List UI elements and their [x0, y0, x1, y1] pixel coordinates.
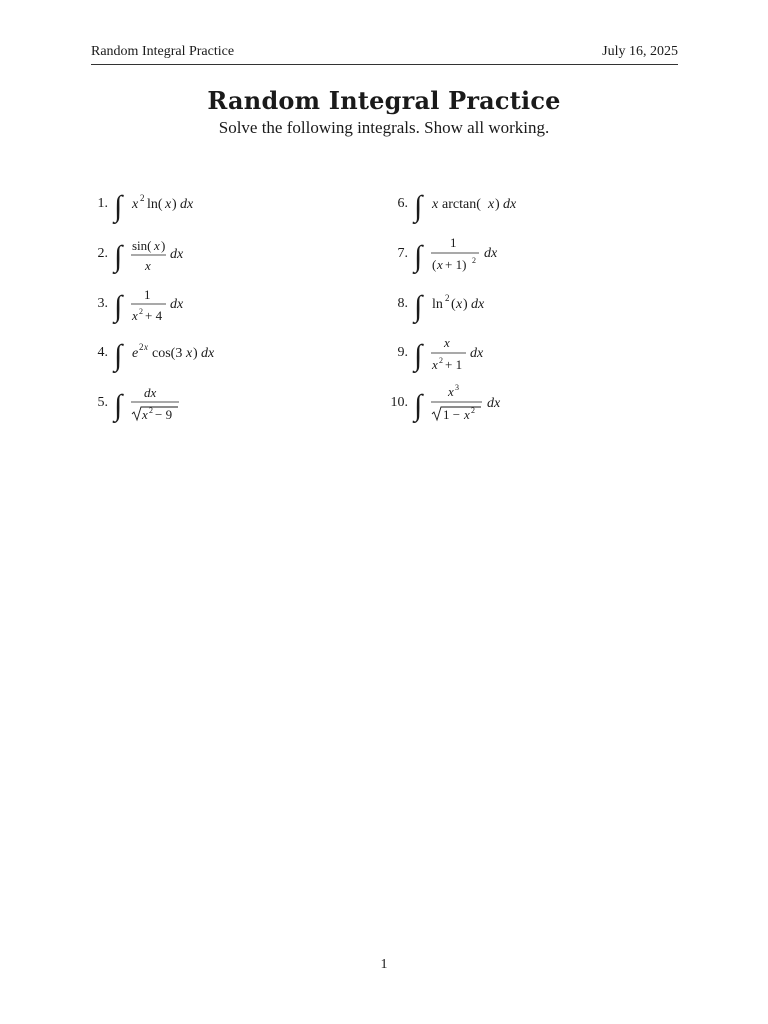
- integral-expression: [414, 184, 614, 224]
- svg-text:x: x: [432, 357, 438, 372]
- svg-text:3: 3: [455, 383, 459, 392]
- svg-text:x: x: [464, 407, 470, 422]
- svg-text:sin(: sin(: [132, 238, 152, 253]
- problem-8: [380, 284, 640, 324]
- problem-2: [80, 234, 340, 274]
- problem-number: 9.: [397, 345, 408, 360]
- problem-1: [80, 184, 340, 224]
- svg-text:1 −: 1 −: [443, 407, 461, 422]
- svg-text:x: x: [132, 308, 138, 323]
- problem-number: 5.: [97, 395, 108, 410]
- problem-7: [380, 234, 640, 274]
- integral-expression: [414, 333, 614, 373]
- svg-text:dx: dx: [144, 385, 157, 400]
- svg-text:): ): [463, 297, 468, 312]
- svg-text:(: (: [432, 257, 437, 272]
- problem-number: 2.: [97, 246, 108, 261]
- problem-4: [80, 333, 340, 373]
- svg-text:x: x: [154, 238, 160, 253]
- svg-text:): ): [161, 238, 166, 253]
- document-title: Random Integral Practice: [207, 86, 561, 115]
- svg-text:dx: dx: [170, 247, 184, 262]
- integral-expression: [414, 234, 614, 274]
- problem-9: [380, 333, 640, 373]
- svg-text:2: 2: [471, 406, 475, 415]
- header-date: July 16, 2025: [602, 44, 678, 59]
- svg-text:x: x: [444, 335, 450, 350]
- svg-text:arctan(: arctan(: [442, 197, 481, 212]
- integral-sign: ∫: [414, 389, 423, 422]
- integral-sign: ∫: [114, 290, 123, 323]
- svg-text:+ 1: + 1: [445, 357, 463, 372]
- problem-number: 8.: [397, 296, 408, 311]
- svg-text:x: x: [132, 197, 139, 212]
- svg-text:ln(: ln(: [147, 197, 163, 212]
- svg-text:dx: dx: [484, 246, 498, 261]
- integral-expression: [114, 333, 314, 373]
- svg-text:2: 2: [445, 293, 450, 303]
- svg-text:x: x: [142, 407, 148, 422]
- svg-text:1: 1: [450, 235, 457, 250]
- integral-sign: ∫: [114, 190, 123, 223]
- header-title: Random Integral Practice: [91, 44, 235, 59]
- problem-number: 10.: [390, 395, 408, 410]
- svg-text:): ): [495, 197, 500, 212]
- svg-text:x: x: [165, 197, 172, 212]
- integral-sign: ∫: [114, 240, 123, 273]
- integral-sign: ∫: [414, 290, 423, 323]
- svg-text:2: 2: [472, 256, 476, 265]
- svg-text:2: 2: [439, 356, 443, 365]
- svg-text:− 9: − 9: [155, 407, 173, 422]
- svg-text:2: 2: [139, 307, 143, 316]
- problem-3: [80, 284, 340, 324]
- svg-text:x: x: [456, 297, 463, 312]
- svg-text:x: x: [186, 346, 193, 361]
- document-subtitle: Solve the following integrals. Show all working.: [218, 118, 550, 137]
- integral-expression: [114, 383, 314, 423]
- svg-text:(: (: [451, 297, 456, 312]
- svg-text:): ): [193, 346, 198, 361]
- svg-text:2: 2: [140, 193, 145, 203]
- integral-expression: [114, 184, 314, 224]
- svg-text:x: x: [145, 258, 151, 273]
- problem-number: 4.: [97, 345, 108, 360]
- svg-text:x: x: [144, 342, 148, 352]
- svg-text:+ 4: + 4: [145, 308, 163, 323]
- problem-6: [380, 184, 640, 224]
- svg-text:2: 2: [139, 342, 144, 352]
- svg-text:+ 1): + 1): [445, 257, 467, 272]
- svg-text:): ): [172, 197, 177, 212]
- svg-text:dx: dx: [201, 346, 215, 361]
- integral-expression: [414, 383, 614, 423]
- svg-text:dx: dx: [503, 197, 517, 212]
- problem-number: 1.: [97, 196, 108, 211]
- page-number: 1: [380, 957, 388, 972]
- svg-text:cos(3: cos(3: [152, 346, 183, 361]
- svg-text:x: x: [448, 384, 454, 399]
- svg-text:x: x: [432, 197, 439, 212]
- svg-text:e: e: [132, 346, 139, 361]
- problem-number: 7.: [397, 246, 408, 261]
- integral-sign: ∫: [414, 190, 423, 223]
- problem-10: [380, 383, 640, 423]
- running-header: [91, 44, 678, 65]
- svg-text:dx: dx: [180, 197, 194, 212]
- integral-sign: ∫: [414, 240, 423, 273]
- problem-number: 3.: [97, 296, 108, 311]
- integral-expression: [114, 284, 314, 324]
- integral-expression: [414, 284, 614, 324]
- svg-text:dx: dx: [487, 396, 501, 411]
- problem-number: 6.: [397, 196, 408, 211]
- problem-5: [80, 383, 340, 423]
- integral-sign: ∫: [114, 389, 123, 422]
- svg-text:dx: dx: [471, 297, 485, 312]
- svg-text:dx: dx: [170, 297, 184, 312]
- svg-text:2: 2: [149, 406, 153, 415]
- integral-expression: [114, 234, 314, 274]
- integral-sign: ∫: [414, 339, 423, 372]
- svg-text:dx: dx: [470, 346, 484, 361]
- svg-text:x: x: [488, 197, 495, 212]
- svg-text:1: 1: [144, 287, 151, 302]
- svg-text:ln: ln: [432, 297, 443, 312]
- svg-text:x: x: [437, 257, 443, 272]
- integral-sign: ∫: [114, 339, 123, 372]
